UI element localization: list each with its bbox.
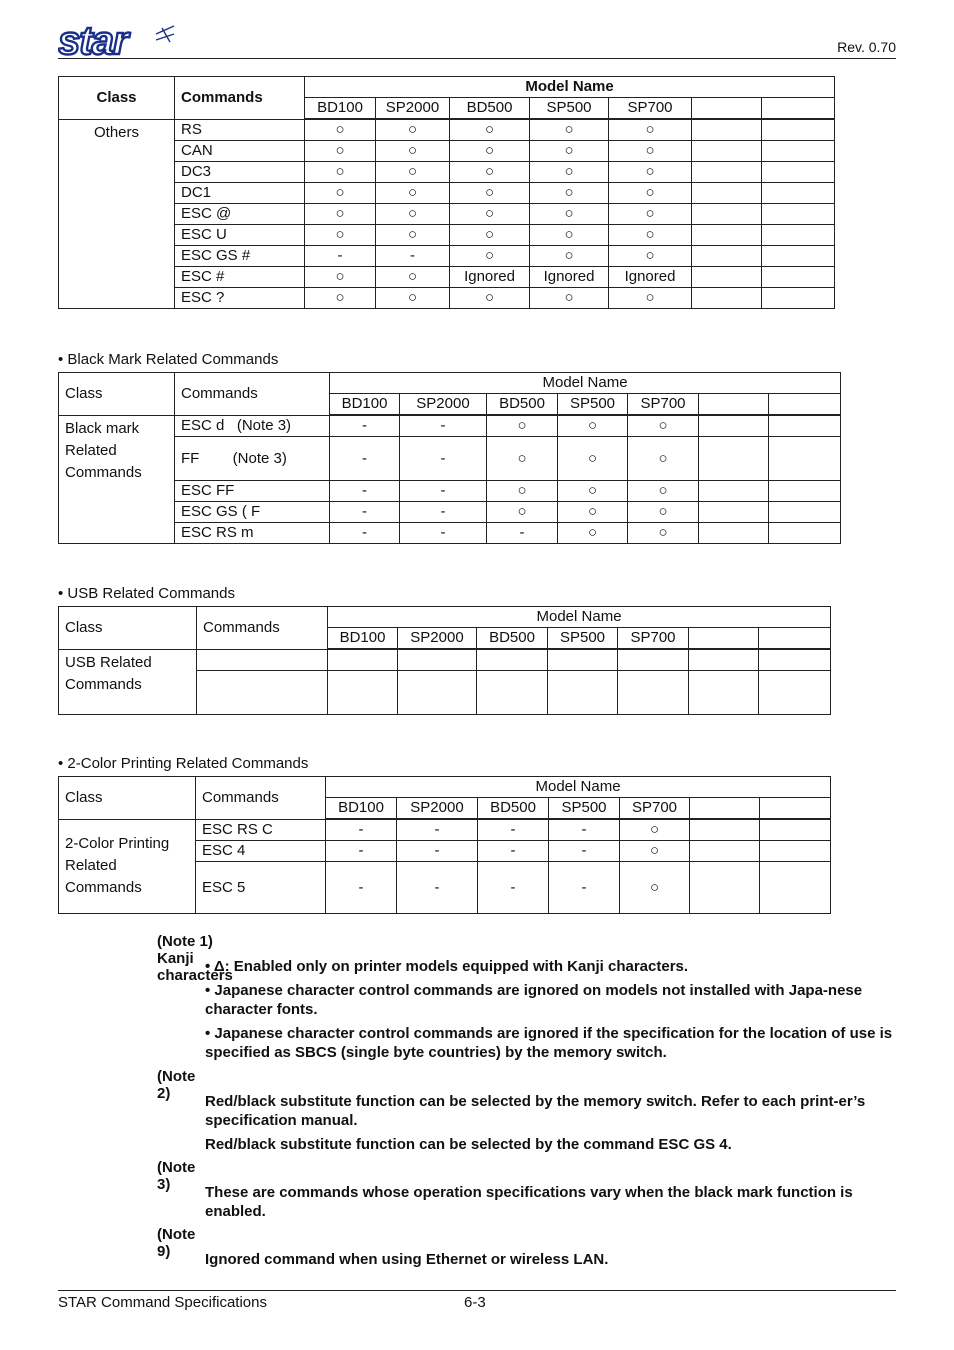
support-cell: ○ xyxy=(530,119,609,141)
model-column-header: SP700 xyxy=(628,394,699,416)
support-cell: ○ xyxy=(609,246,692,267)
support-cell: ○ xyxy=(376,225,450,246)
table-row xyxy=(59,141,835,162)
support-cell xyxy=(690,862,760,914)
class-cell: 2-Color Printing Related Commands xyxy=(59,819,196,914)
support-cell: ○ xyxy=(450,119,530,141)
support-cell: ○ xyxy=(609,141,692,162)
support-cell xyxy=(760,841,831,862)
support-cell xyxy=(762,267,835,288)
support-cell: - xyxy=(400,437,487,481)
support-cell xyxy=(690,841,760,862)
table-row xyxy=(59,523,841,544)
commands-header: Commands xyxy=(175,77,305,120)
support-cell: ○ xyxy=(530,204,609,225)
support-cell: ○ xyxy=(450,183,530,204)
support-cell: - xyxy=(549,819,620,841)
star-logo xyxy=(58,22,178,60)
table-row xyxy=(59,267,835,288)
note-1-item-b: • Japanese character control commands are ignored on models not installed with Japa-nese character fonts. xyxy=(205,982,863,1018)
support-cell: ○ xyxy=(450,162,530,183)
support-cell: ○ xyxy=(530,288,609,309)
model-column-header xyxy=(759,628,831,650)
table-row xyxy=(59,502,841,523)
support-cell xyxy=(769,481,841,502)
support-cell xyxy=(692,141,762,162)
support-cell: ○ xyxy=(558,523,628,544)
table-row xyxy=(59,288,835,309)
support-cell: ○ xyxy=(628,523,699,544)
command-cell: ESC # xyxy=(175,267,305,288)
section-title-usb: • USB Related Commands xyxy=(58,585,235,602)
support-cell: ○ xyxy=(609,183,692,204)
support-cell: ○ xyxy=(628,481,699,502)
support-cell: ○ xyxy=(450,141,530,162)
model-name-header: Model Name xyxy=(328,607,831,628)
support-cell: ○ xyxy=(305,162,376,183)
support-cell: - xyxy=(397,862,478,914)
support-cell: - xyxy=(549,841,620,862)
support-cell: ○ xyxy=(487,481,558,502)
support-cell: ○ xyxy=(376,141,450,162)
command-cell: ESC RS m xyxy=(175,523,330,544)
note-2-title: (Note 2) xyxy=(157,1068,196,1102)
support-cell: ○ xyxy=(305,267,376,288)
model-column-header: SP2000 xyxy=(376,98,450,120)
support-cell xyxy=(769,523,841,544)
table-row xyxy=(59,204,835,225)
support-cell: ○ xyxy=(558,437,628,481)
support-cell: ○ xyxy=(376,119,450,141)
support-cell xyxy=(690,819,760,841)
model-name-header: Model Name xyxy=(326,777,831,798)
model-column-header: SP500 xyxy=(548,628,618,650)
support-cell: - xyxy=(326,819,397,841)
table-row xyxy=(59,415,841,437)
command-cell: ESC FF xyxy=(175,481,330,502)
support-cell xyxy=(769,502,841,523)
command-cell: ESC U xyxy=(175,225,305,246)
support-cell xyxy=(699,502,769,523)
command-cell: ESC GS ( F xyxy=(175,502,330,523)
model-column-header: BD500 xyxy=(478,798,549,820)
table-row xyxy=(59,819,831,841)
support-cell: ○ xyxy=(305,288,376,309)
model-column-header xyxy=(689,628,759,650)
support-cell: - xyxy=(305,246,376,267)
support-cell: ○ xyxy=(620,862,690,914)
support-cell xyxy=(699,481,769,502)
class-cell: Others xyxy=(59,119,175,309)
model-column-header: SP500 xyxy=(549,798,620,820)
support-cell: ○ xyxy=(376,267,450,288)
support-cell: ○ xyxy=(305,225,376,246)
command-cell: ESC RS C xyxy=(196,819,326,841)
model-column-header: SP2000 xyxy=(397,798,478,820)
support-cell: ○ xyxy=(530,162,609,183)
support-cell: - xyxy=(330,415,400,437)
model-column-header: SP700 xyxy=(620,798,690,820)
model-name-header: Model Name xyxy=(330,373,841,394)
support-cell: ○ xyxy=(530,141,609,162)
black-mark-table xyxy=(58,372,841,544)
support-cell xyxy=(699,415,769,437)
note-9-title: (Note 9) xyxy=(157,1226,196,1260)
support-cell: - xyxy=(400,502,487,523)
support-cell: ○ xyxy=(487,502,558,523)
support-cell: ○ xyxy=(609,119,692,141)
table-row xyxy=(59,183,835,204)
table-row xyxy=(59,225,835,246)
class-cell: Black mark Related Commands xyxy=(59,415,175,544)
command-cell: ESC 5 xyxy=(196,862,326,914)
support-cell xyxy=(692,204,762,225)
support-cell: - xyxy=(400,415,487,437)
note-2-item-a: Red/black substitute function can be selected by the memory switch. Refer to each print-er’s specification manual. xyxy=(205,1093,866,1129)
usb-table xyxy=(58,606,831,715)
support-cell: ○ xyxy=(305,141,376,162)
class-header: Class xyxy=(59,77,175,120)
support-cell: - xyxy=(330,502,400,523)
svg-text:star: star xyxy=(58,22,128,60)
support-cell: ○ xyxy=(628,502,699,523)
revision-label: Rev. 0.70 xyxy=(837,39,896,55)
support-cell: ○ xyxy=(487,415,558,437)
class-header: Class xyxy=(59,373,175,416)
support-cell: ○ xyxy=(558,481,628,502)
table-row xyxy=(59,162,835,183)
support-cell: - xyxy=(330,523,400,544)
command-cell: ESC GS # xyxy=(175,246,305,267)
command-cell: FF (Note 3) xyxy=(175,437,330,481)
support-cell: ○ xyxy=(376,204,450,225)
support-cell: ○ xyxy=(558,415,628,437)
section-title-two-color: • 2-Color Printing Related Commands xyxy=(58,755,309,772)
model-column-header xyxy=(769,394,841,416)
model-name-header: Model Name xyxy=(305,77,835,98)
support-cell: ○ xyxy=(450,225,530,246)
table-row xyxy=(59,437,841,481)
table-row xyxy=(59,246,835,267)
class-cell: USB Related Commands xyxy=(59,649,197,715)
model-column-header: BD500 xyxy=(450,98,530,120)
note-1-item-c: • Japanese character control commands are ignored if the specification for the location of use is specified as SBCS (single byte countries) by the memory switch. xyxy=(205,1025,893,1061)
support-cell: - xyxy=(376,246,450,267)
support-cell xyxy=(762,162,835,183)
commands-header: Commands xyxy=(197,607,328,650)
command-cell: ESC @ xyxy=(175,204,305,225)
support-cell: ○ xyxy=(530,246,609,267)
class-header: Class xyxy=(59,777,196,820)
support-cell xyxy=(692,183,762,204)
model-column-header: SP700 xyxy=(618,628,689,650)
commands-header: Commands xyxy=(175,373,330,416)
support-cell: ○ xyxy=(450,288,530,309)
support-cell: - xyxy=(478,841,549,862)
support-cell: - xyxy=(400,481,487,502)
model-column-header: BD100 xyxy=(328,628,398,650)
support-cell: ○ xyxy=(305,119,376,141)
note-1-item-a: • Δ: Enabled only on printer models equipped with Kanji characters. xyxy=(205,958,689,975)
command-cell: ESC 4 xyxy=(196,841,326,862)
support-cell: - xyxy=(400,523,487,544)
support-cell xyxy=(769,437,841,481)
support-cell: ○ xyxy=(620,819,690,841)
support-cell: ○ xyxy=(376,162,450,183)
note-9-item-a: Ignored command when using Ethernet or wireless LAN. xyxy=(205,1251,609,1268)
note-1-title: (Note 1) Kanji characters xyxy=(157,933,233,984)
command-cell: ESC ? xyxy=(175,288,305,309)
model-column-header: BD500 xyxy=(477,628,548,650)
support-cell: ○ xyxy=(558,502,628,523)
two-color-table xyxy=(58,776,831,914)
note-3-title: (Note 3) xyxy=(157,1159,196,1193)
others-table xyxy=(58,76,835,309)
model-column-header xyxy=(760,798,831,820)
model-column-header xyxy=(692,98,762,120)
model-column-header: SP2000 xyxy=(398,628,477,650)
model-column-header: SP700 xyxy=(609,98,692,120)
support-cell xyxy=(692,288,762,309)
model-column-header: SP2000 xyxy=(400,394,487,416)
model-column-header: SP500 xyxy=(530,98,609,120)
support-cell: ○ xyxy=(530,183,609,204)
support-cell: Ignored xyxy=(609,267,692,288)
command-cell: RS xyxy=(175,119,305,141)
support-cell: ○ xyxy=(376,183,450,204)
support-cell: ○ xyxy=(450,204,530,225)
support-cell xyxy=(762,225,835,246)
support-cell xyxy=(692,119,762,141)
model-column-header xyxy=(762,98,835,120)
section-title-black-mark: • Black Mark Related Commands xyxy=(58,351,279,368)
model-column-header: BD500 xyxy=(487,394,558,416)
commands-header: Commands xyxy=(196,777,326,820)
page-number: 6-3 xyxy=(464,1294,486,1311)
support-cell: ○ xyxy=(628,437,699,481)
support-cell xyxy=(692,225,762,246)
table-row xyxy=(59,119,835,141)
command-cell: ESC d (Note 3) xyxy=(175,415,330,437)
support-cell: ○ xyxy=(620,841,690,862)
command-cell: CAN xyxy=(175,141,305,162)
support-cell xyxy=(762,204,835,225)
support-cell xyxy=(762,288,835,309)
footer-title: STAR Command Specifications xyxy=(58,1294,267,1311)
support-cell xyxy=(762,141,835,162)
support-cell xyxy=(699,437,769,481)
support-cell: ○ xyxy=(530,225,609,246)
note-3-item-a: These are commands whose operation specifications vary when the black mark function is enabled. xyxy=(205,1184,853,1220)
command-cell: DC3 xyxy=(175,162,305,183)
support-cell: - xyxy=(326,862,397,914)
header-rule xyxy=(58,58,896,59)
support-cell xyxy=(762,183,835,204)
support-cell: - xyxy=(549,862,620,914)
model-column-header xyxy=(690,798,760,820)
model-column-header: BD100 xyxy=(330,394,400,416)
support-cell xyxy=(692,267,762,288)
support-cell: ○ xyxy=(609,162,692,183)
support-cell: ○ xyxy=(305,183,376,204)
support-cell: ○ xyxy=(305,204,376,225)
support-cell: - xyxy=(487,523,558,544)
support-cell: ○ xyxy=(609,288,692,309)
support-cell: ○ xyxy=(376,288,450,309)
support-cell xyxy=(699,523,769,544)
support-cell xyxy=(769,415,841,437)
support-cell xyxy=(762,246,835,267)
support-cell xyxy=(692,246,762,267)
support-cell: ○ xyxy=(609,204,692,225)
support-cell: ○ xyxy=(609,225,692,246)
support-cell: ○ xyxy=(450,246,530,267)
support-cell: Ignored xyxy=(450,267,530,288)
support-cell: Ignored xyxy=(530,267,609,288)
support-cell xyxy=(760,862,831,914)
support-cell: - xyxy=(330,481,400,502)
model-column-header: BD100 xyxy=(305,98,376,120)
support-cell: - xyxy=(397,841,478,862)
command-cell: DC1 xyxy=(175,183,305,204)
support-cell xyxy=(760,819,831,841)
support-cell xyxy=(692,162,762,183)
footer-rule xyxy=(58,1290,896,1291)
support-cell: ○ xyxy=(628,415,699,437)
model-column-header: SP500 xyxy=(558,394,628,416)
note-2-item-b: Red/black substitute function can be selected by the command ESC GS 4. xyxy=(205,1136,732,1153)
support-cell: - xyxy=(397,819,478,841)
table-row xyxy=(59,481,841,502)
support-cell: - xyxy=(326,841,397,862)
support-cell: - xyxy=(478,819,549,841)
model-column-header xyxy=(699,394,769,416)
model-column-header: BD100 xyxy=(326,798,397,820)
support-cell xyxy=(762,119,835,141)
class-header: Class xyxy=(59,607,197,650)
support-cell: ○ xyxy=(487,437,558,481)
support-cell: - xyxy=(478,862,549,914)
support-cell: - xyxy=(330,437,400,481)
